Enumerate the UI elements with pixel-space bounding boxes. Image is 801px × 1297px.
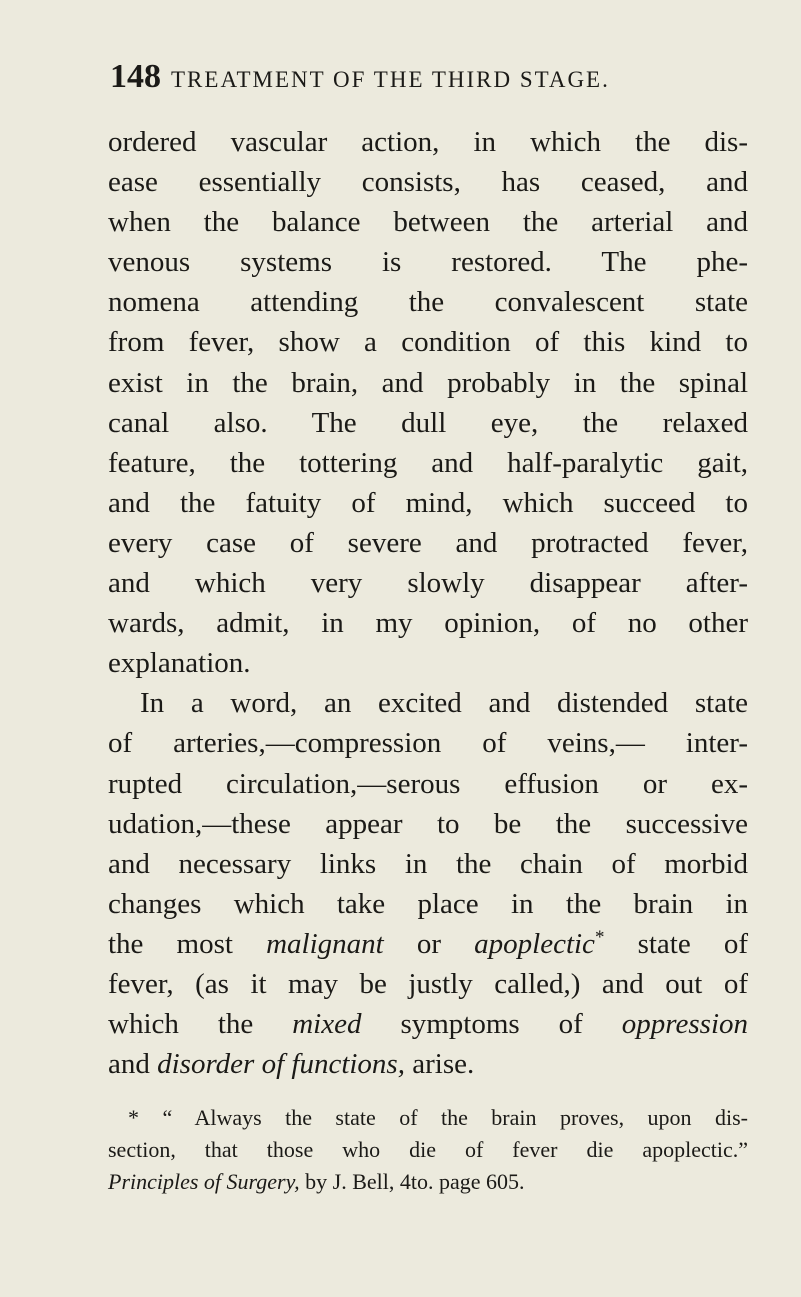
text-line: from fever, show a condition of this kind to: [108, 326, 748, 359]
text-line: nomena attending the convalescent state: [108, 286, 748, 319]
text-run: and: [108, 1048, 150, 1081]
italic-text: malignant: [266, 927, 384, 960]
page-header: [110, 58, 750, 98]
text-line: of arteries,—compression of veins,— inter-: [108, 727, 748, 760]
italic-text: disorder of functions,: [157, 1048, 405, 1081]
text-line: and the fatuity of mind, which succeed to: [108, 486, 748, 519]
citation-details: by J. Bell, 4to. page 605.: [305, 1169, 525, 1194]
text-run: state of: [637, 927, 748, 960]
body-text: [108, 122, 748, 1084]
text-line: rupted circulation,—serous effusion or ex-: [108, 767, 748, 800]
text-run: or: [416, 927, 442, 960]
text-line: [108, 1044, 748, 1084]
text-line: canal also. The dull eye, the relaxed: [108, 406, 748, 439]
text-run: arise.: [412, 1048, 475, 1081]
footnote-line: section, that those who die of fever die apoplectic.”: [108, 1137, 748, 1162]
footnote-marker: *: [594, 926, 605, 948]
italic-text: mixed: [292, 1008, 362, 1041]
text-line: and which very slowly disappear after-: [108, 567, 748, 600]
italic-text: apoplectic: [474, 927, 595, 960]
paragraph-first-line: In a word, an excited and distended state: [140, 687, 748, 720]
text-run: which the: [108, 1008, 254, 1041]
text-line: changes which take place in the brain in: [108, 887, 748, 920]
footnote: [108, 1102, 748, 1198]
text-line: feature, the tottering and half-paralytic gait,: [108, 446, 748, 479]
text-line: every case of severe and protracted fever,: [108, 526, 748, 559]
text-line: fever, (as it may be justly called,) and out of: [108, 967, 748, 1000]
text-line: ordered vascular action, in which the dis-: [108, 126, 748, 158]
text-line: wards, admit, in my opinion, of no other: [108, 607, 748, 640]
running-head: TREATMENT OF THE THIRD STAGE.: [171, 67, 610, 92]
text-line: exist in the brain, and probably in the spinal: [108, 366, 748, 399]
page-number: 148: [110, 58, 161, 95]
text-line: [108, 924, 748, 964]
text-line: udation,—these appear to be the successive: [108, 807, 748, 840]
text-line: venous systems is restored. The phe-: [108, 246, 748, 279]
text-line: and necessary links in the chain of morbid: [108, 847, 748, 880]
text-run: symptoms of: [400, 1008, 583, 1041]
footnote-line: [108, 1166, 748, 1198]
text-run: the most: [108, 927, 233, 960]
text-line: explanation.: [108, 647, 251, 680]
footnote-line: * “ Always the state of the brain proves, upon dis-: [128, 1105, 748, 1130]
text-line: ease essentially consists, has ceased, and: [108, 166, 748, 199]
text-line: [108, 1004, 748, 1044]
italic-text: oppression: [621, 1008, 749, 1041]
text-line: when the balance between the arterial and: [108, 206, 748, 239]
citation-title: Principles of Surgery,: [108, 1169, 300, 1194]
